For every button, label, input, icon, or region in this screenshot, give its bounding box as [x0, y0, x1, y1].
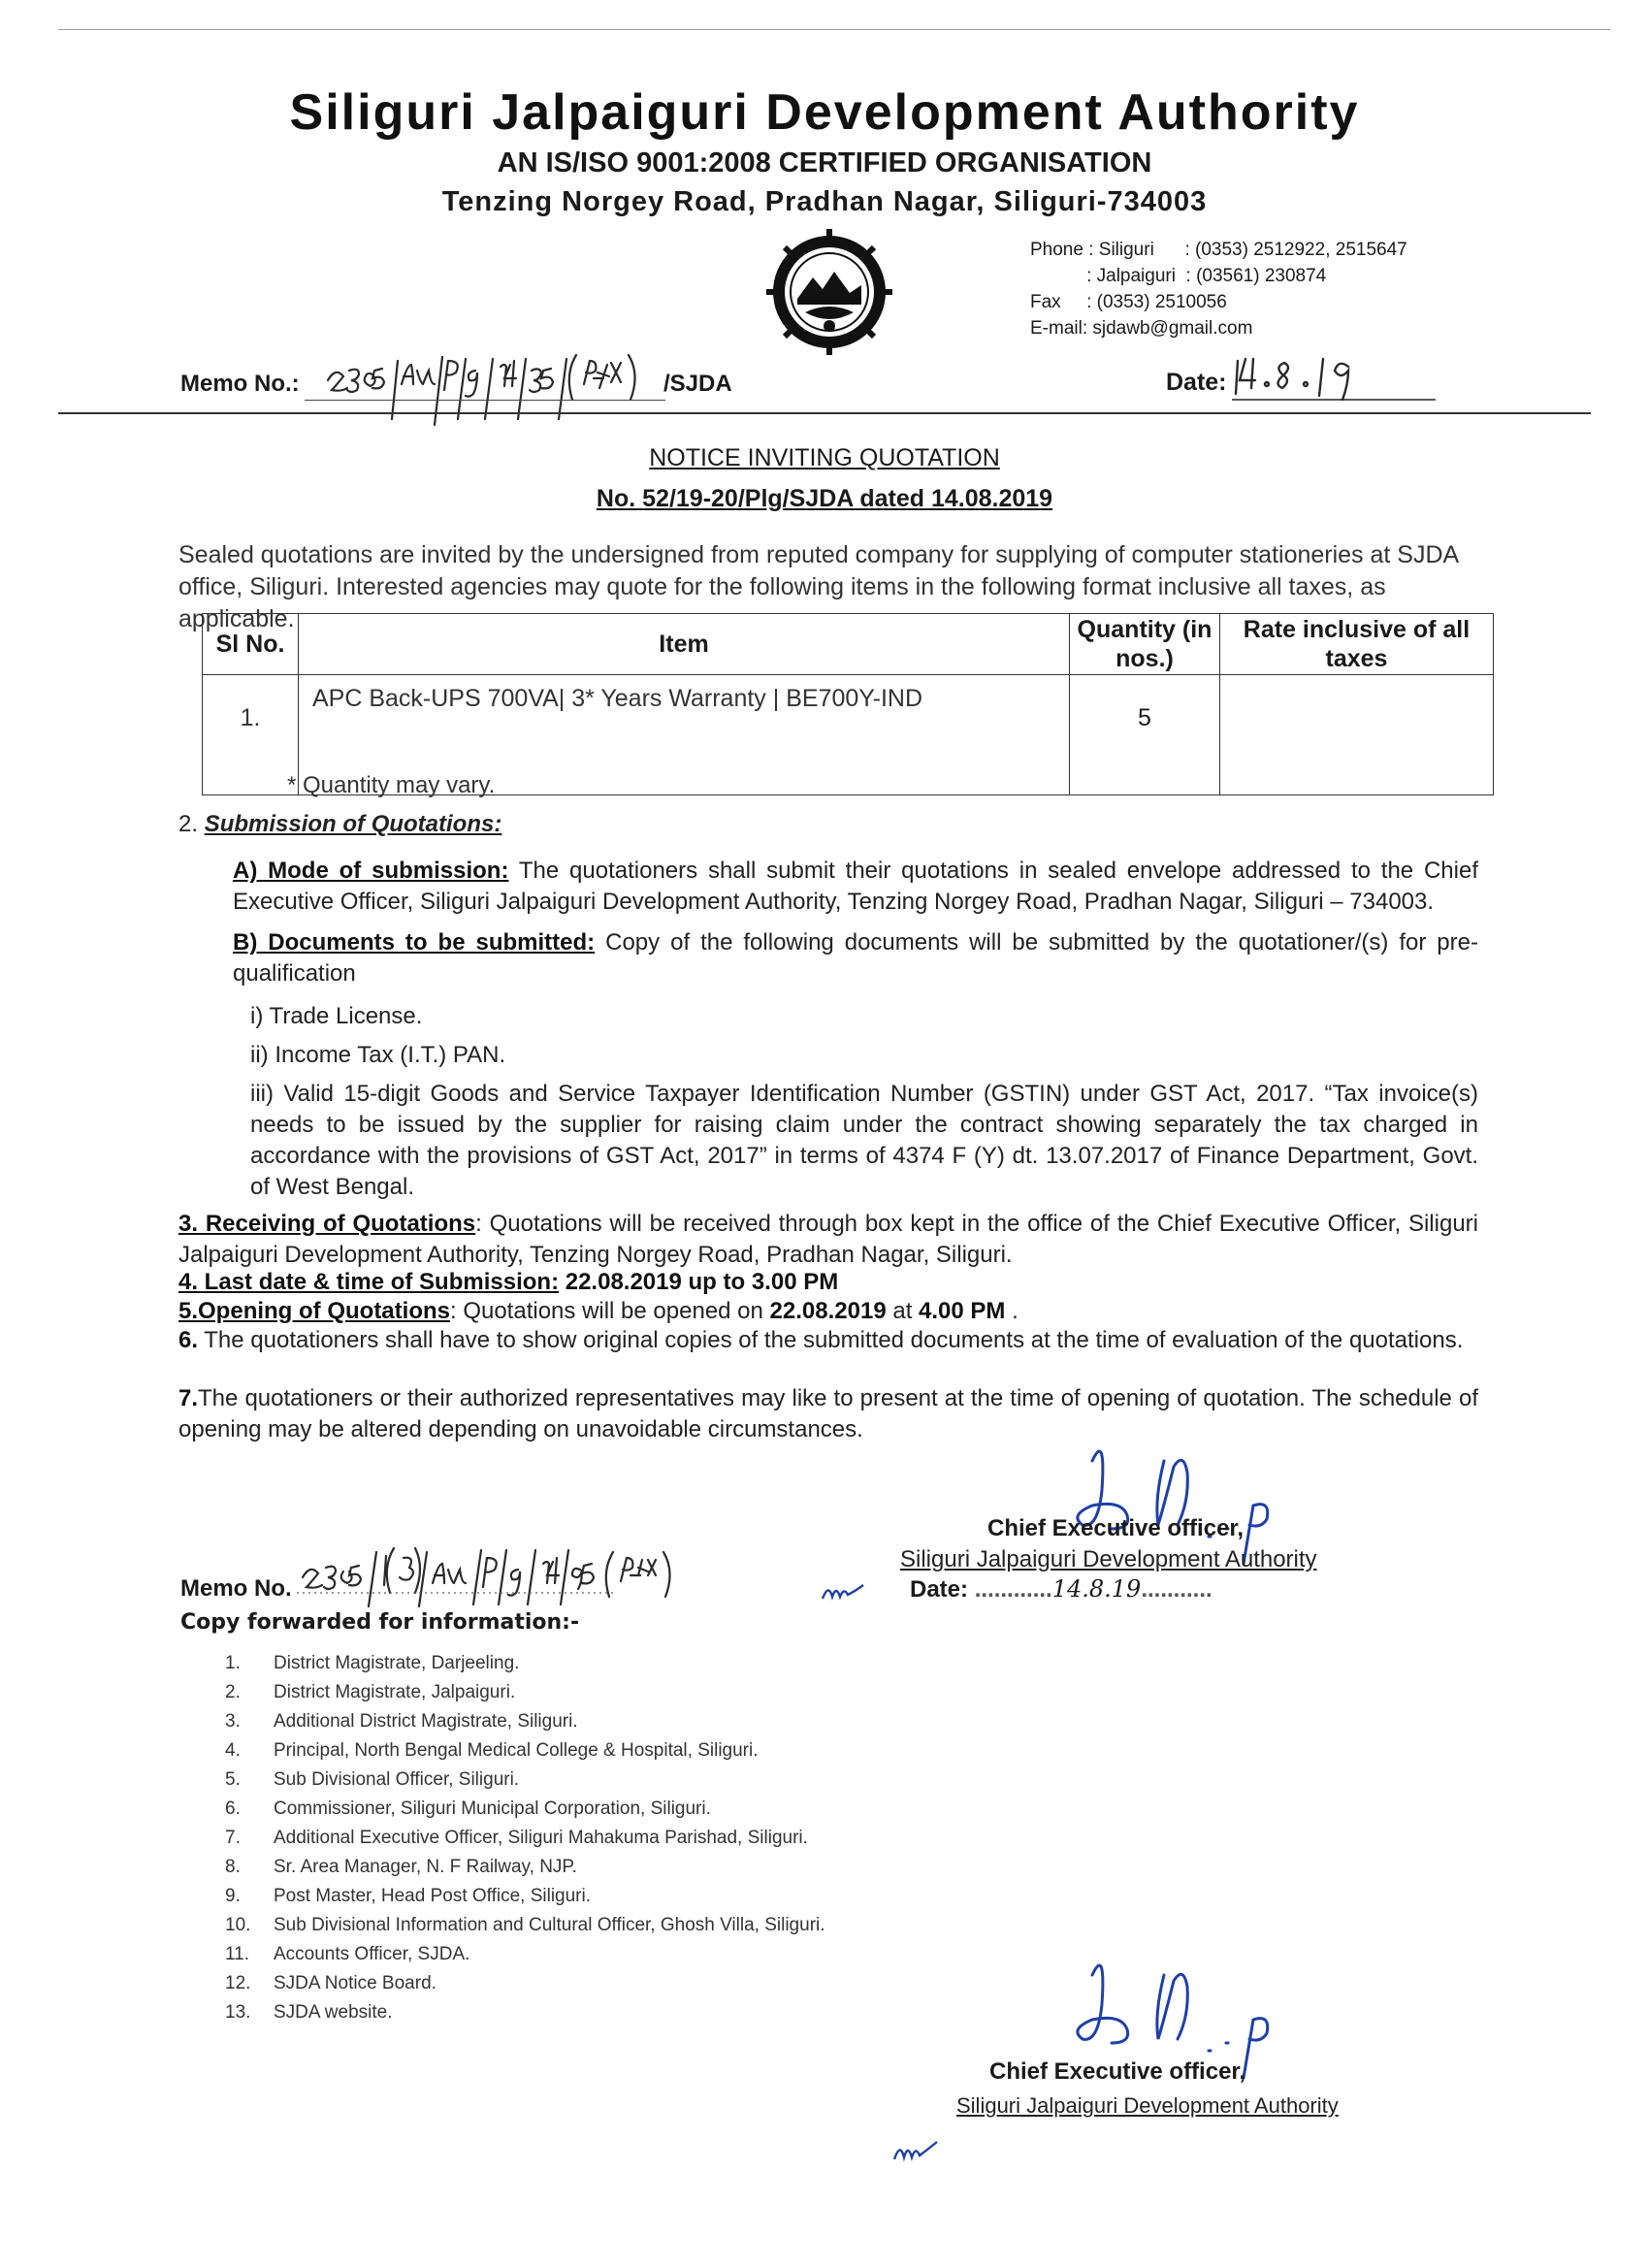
list-item: 4. Principal, North Bengal Medical College & Hospital, Siliguri.	[225, 1740, 759, 1761]
date-handwritten	[1232, 345, 1436, 404]
col-header-item: Item	[299, 614, 1070, 675]
col-header-sl: Sl No.	[203, 614, 299, 675]
section-5-text: : Quotations will be opened on	[449, 1298, 770, 1324]
cell-sl: 1.	[203, 675, 299, 795]
contact-line: E-mail: sjdawb@gmail.com	[1030, 318, 1253, 339]
section-2-heading	[178, 809, 501, 840]
memo-suffix: /SJDA	[663, 371, 732, 397]
signature-1-title: Chief Executive officer,	[987, 1515, 1245, 1541]
signature-1-org: Siliguri Jalpaiguri Development Authority	[900, 1546, 1317, 1572]
section-6-text: The quotationers shall have to show original copies of the submitted documents at the time of evaluation of the quotations.	[198, 1327, 1464, 1353]
mode-of-submission-label: A) Mode of submission:	[233, 858, 509, 884]
memo-underline	[305, 400, 665, 401]
org-name: Siliguri Jalpaiguri Development Authority	[289, 84, 1360, 141]
list-item: 2. District Magistrate, Jalpaiguri.	[225, 1682, 516, 1702]
copy-forwarded-heading: Copy forwarded for information:-	[180, 1610, 580, 1635]
notice-number: No. 52/19-20/Plg/SJDA dated 14.08.2019	[596, 485, 1053, 512]
memo-label: Memo No.:	[180, 371, 300, 397]
list-item: 5. Sub Divisional Officer, Siliguri.	[225, 1769, 520, 1790]
section-6-number: 6.	[178, 1327, 199, 1353]
section-5-time: 4.00 PM	[919, 1298, 1006, 1324]
section-4	[178, 1267, 838, 1298]
section-2a	[233, 856, 1478, 918]
contact-line: : Jalpaiguri : (03561) 230874	[1030, 266, 1327, 286]
col-header-quantity: Quantity (in nos.)	[1070, 614, 1220, 675]
section-7-number: 7.	[178, 1385, 199, 1411]
mode-of-submission-text: The quotationers shall submit their quotations in sealed envelope addressed to the Chief Executive Officer, Siliguri Jalpaiguri Development Authority, Tenzing Norgey Road, Pradhan Nagar, Siliguri – 734003.	[233, 858, 1478, 915]
section-2b	[233, 927, 1478, 989]
memo-number-handwritten	[320, 341, 673, 438]
signature-1-date-hand: 14.8.19	[1051, 1575, 1142, 1603]
list-item: 8. Sr. Area Manager, N. F Railway, NJP.	[225, 1857, 577, 1877]
list-item: 11. Accounts Officer, SJDA.	[225, 1944, 470, 1964]
quotation-table	[202, 613, 1494, 795]
initial-mark-2-icon	[889, 2130, 943, 2169]
list-item: 1. District Magistrate, Darjeeling.	[225, 1653, 520, 1673]
date-label: Date:	[1166, 369, 1227, 396]
memo-2-label: Memo No.	[180, 1575, 292, 1602]
cell-rate	[1220, 675, 1494, 795]
doc-item-iii: iii) Valid 15-digit Goods and Service Taxpayer Identification Number (GSTIN) under GST Act, 2017. “Tax invoice(s) needs to be issued by the supplier for raising claim under the contract showing separately the tax charged in accordance with the provisions of GST Act, 2017” in terms of 4374 F (Y) dt. 13.07.2017 of Finance Department, Govt. of West Bengal.	[250, 1081, 1478, 1200]
org-address: Tenzing Norgey Road, Pradhan Nagar, Siliguri-734003	[441, 186, 1208, 217]
list-item: 6. Commissioner, Siliguri Municipal Corporation, Siliguri.	[225, 1798, 711, 1819]
cell-quantity: 5	[1070, 675, 1220, 795]
section-5	[178, 1296, 1018, 1327]
certification-line: AN IS/ISO 9001:2008 CERTIFIED ORGANISATION	[497, 147, 1152, 178]
signature-1-date-row: Date: ............14.8.19...........	[910, 1575, 1212, 1603]
sjda-emblem-icon	[766, 229, 892, 355]
copy-list	[225, 1649, 825, 2027]
signature-1-date-label: Date:	[910, 1576, 975, 1603]
header-divider	[58, 412, 1591, 414]
list-item: 10. Sub Divisional Information and Cultural Officer, Ghosh Villa, Siliguri.	[225, 1915, 825, 1935]
doc-item-ii: ii) Income Tax (I.T.) PAN.	[250, 1042, 506, 1068]
documents-label: B) Documents to be submitted:	[233, 929, 596, 956]
section-5-label: 5.Opening of Quotations	[178, 1298, 450, 1324]
cell-item: APC Back-UPS 700VA| 3* Years Warranty | BE700Y-IND	[299, 675, 1070, 795]
contact-line: Phone : Siliguri : (0353) 2512922, 2515647	[1030, 240, 1407, 260]
contact-block	[1030, 237, 1407, 341]
section-3	[178, 1209, 1478, 1271]
top-rule	[58, 29, 1610, 30]
doc-item-i: i) Trade License.	[250, 1003, 423, 1029]
section-5-date: 22.08.2019	[769, 1298, 887, 1324]
section-2-number: 2.	[178, 811, 199, 837]
memo-2-number-handwritten	[297, 1542, 772, 1610]
list-item: 9. Post Master, Head Post Office, Siliguri.	[225, 1886, 592, 1906]
section-5-at: at	[886, 1298, 920, 1324]
signature-2-org: Siliguri Jalpaiguri Development Authority	[956, 2093, 1339, 2118]
section-6	[178, 1325, 1478, 1356]
section-3-text: : Quotations will be received through box kept in the office of the Chief Executive Officer, Siliguri Jalpaiguri Development Authority, Tenzing Norgey Road, Pradhan Nagar, Siliguri.	[178, 1211, 1478, 1268]
notice-title: NOTICE INVITING QUOTATION	[649, 444, 1000, 471]
notice-intro: Sealed quotations are invited by the undersigned from reputed company for supplying of computer stationeries at SJDA office, Siliguri. Interested agencies may quote for the following items in the following format inclusive all taxes, as applicable.	[178, 541, 1458, 632]
contact-line: Fax : (0353) 2510056	[1030, 292, 1227, 312]
list-item: 13. SJDA website.	[225, 2002, 393, 2023]
signature-2-title: Chief Executive officer,	[989, 2058, 1246, 2085]
section-5-end: .	[1005, 1298, 1018, 1324]
documents-text: Copy of the following documents will be submitted by the quotationer/(s) for pre-qualification	[233, 929, 1478, 987]
initial-mark-icon	[819, 1579, 867, 1608]
section-7-text: The quotationers or their authorized representatives may like to present at the time of opening of quotation. The schedule of opening may be altered depending on unavoidable circumstances.	[178, 1385, 1478, 1442]
col-header-rate: Rate inclusive of all taxes	[1220, 614, 1494, 675]
section-2-title: Submission of Quotations:	[204, 811, 502, 837]
list-item: 12. SJDA Notice Board.	[225, 1973, 436, 1993]
table-header-row	[203, 614, 1494, 675]
section-4-label: 4. Last date & time of Submission:	[178, 1269, 560, 1295]
quantity-note: * Quantity may vary.	[287, 772, 496, 798]
list-item: 7. Additional Executive Officer, Siliguri Mahakuma Parishad, Siliguri.	[225, 1828, 808, 1848]
list-item: 3. Additional District Magistrate, Siliguri.	[225, 1711, 578, 1732]
section-4-text: 22.08.2019 up to 3.00 PM	[559, 1269, 839, 1295]
section-3-label: 3. Receiving of Quotations	[178, 1211, 476, 1237]
